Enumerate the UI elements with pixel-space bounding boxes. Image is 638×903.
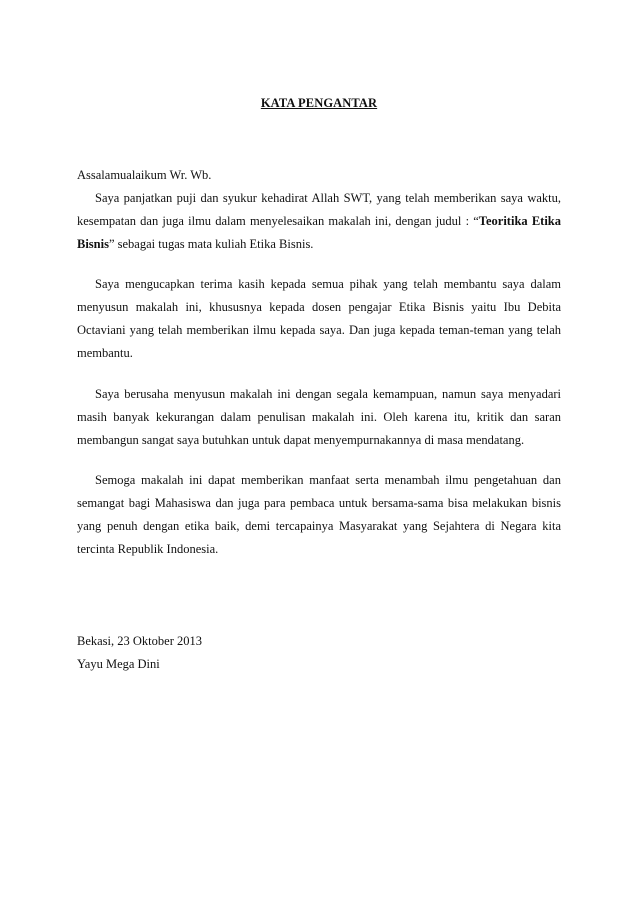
paper-title-bold: Teoritika Etika Bisnis — [77, 214, 562, 251]
paragraph-1 — [77, 187, 561, 256]
paragraph-3: Saya berusaha menyusun makalah ini dengan segala kemampuan, namun saya menyadari masih banyak kekurangan dalam penulisan makalah ini. Oleh karena itu, kritik dan saran membangun sangat saya butuhkan untuk dapat menyempurnakannya di masa mendatang. — [77, 387, 561, 447]
salutation: Assalamualaikum Wr. Wb. — [77, 168, 212, 182]
paragraph-1-text-start: Saya panjatkan puji dan syukur kehadirat Allah SWT, yang telah memberikan saya waktu, kesempatan dan juga ilmu dalam menyelesaikan makalah ini, dengan judul : “ — [77, 191, 561, 228]
paragraph-1-text-end: ” sebagai tugas mata kuliah Etika Bisnis. — [108, 237, 314, 251]
place-date: Bekasi, 23 Oktober 2013 — [77, 634, 202, 648]
page-title: KATA PENGANTAR — [260, 96, 378, 110]
paragraph-2: Saya mengucapkan terima kasih kepada semua pihak yang telah membantu saya dalam menyusun makalah ini, khususnya kepada dosen pengajar Etika Bisnis yaitu Ibu Debita Octaviani yang telah memberikan ilmu kepada saya. Dan juga kepada teman-teman yang telah membantu. — [77, 277, 561, 360]
author-name: Yayu Mega Dini — [77, 657, 160, 671]
paragraph-4: Semoga makalah ini dapat memberikan manfaat serta menambah ilmu pengetahuan dan semangat bagi Mahasiswa dan juga para pembaca untuk bersama-sama bisa melakukan bisnis yang penuh dengan etika baik, demi tercapainya Masyarakat yang Sejahtera di Negara kita tercinta Republik Indonesia. — [77, 473, 561, 556]
